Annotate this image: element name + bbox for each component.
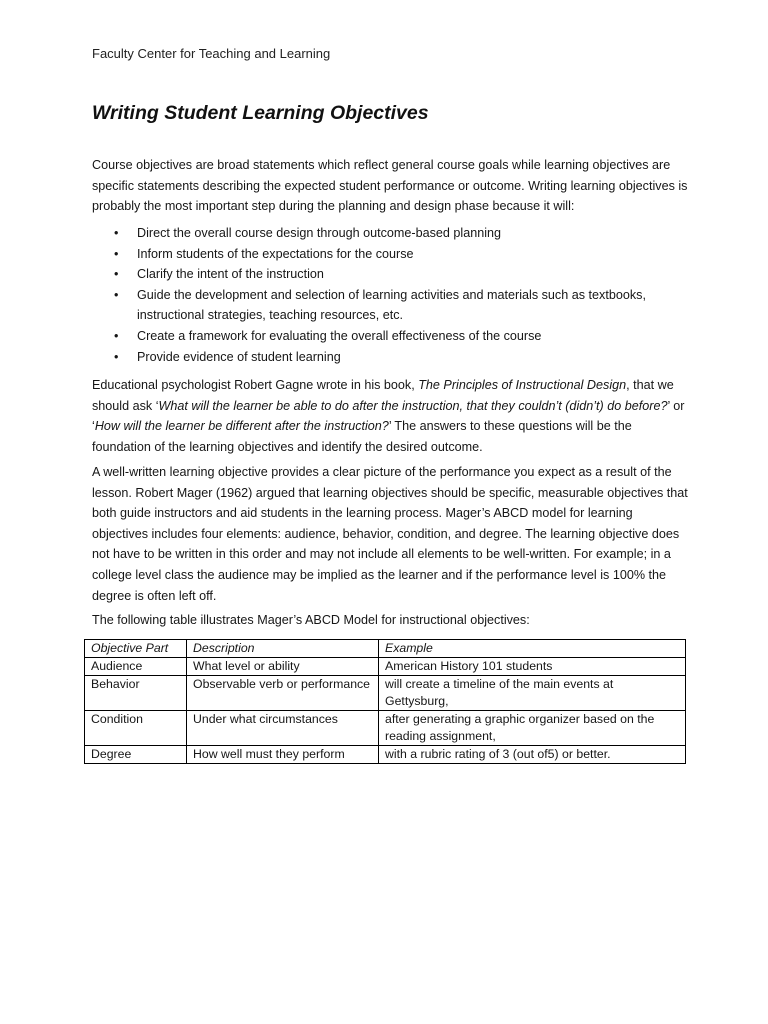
column-header-objective-part: Objective Part	[85, 640, 187, 658]
table-cell: Observable verb or performance	[187, 676, 379, 711]
mager-paragraph	[92, 462, 688, 606]
bullet-text: Clarify the intent of the instruction	[137, 267, 324, 282]
table-cell: How well must they perform	[187, 746, 379, 764]
table-intro-text: The following table illustrates Mager’s ABCD Model for instructional objectives:	[92, 613, 530, 627]
bullet-icon: •	[114, 226, 119, 240]
table-row	[85, 676, 686, 711]
gagne-text-part2: , that we should ask ‘	[92, 378, 674, 413]
table-cell: with a rubric rating of 3 (out of5) or better.	[379, 746, 686, 764]
table-cell: Degree	[85, 746, 187, 764]
book-title: The Principles of Instructional Design	[418, 378, 627, 392]
question-two: How will the learner be different after the instruction?	[94, 419, 389, 434]
bullet-item	[92, 223, 688, 244]
table-cell: What level or ability	[187, 658, 379, 676]
gagne-text	[92, 375, 688, 457]
gagne-text-part4: ’ The answers to these questions will be the foundation of the learning objectives and identify the desired outcome.	[92, 419, 632, 454]
column-header-description: Description	[187, 640, 379, 658]
abcd-model-table	[84, 639, 686, 764]
page-title: Writing Student Learning Objectives	[92, 102, 429, 124]
gagne-text-part3: ’ or ‘	[92, 398, 685, 434]
mager-text: A well-written learning objective provides a clear picture of the performance you expect as a result of the lesson. Robert Mager (1962) argued that learning objectives should be specific, measurable objectives that both guide instructors and aid students in the learning process. Mager’s ABCD model for learning objectives includes four elements: audience, behavior, condition, and degree. The learning objective does not have to be written in this order and may not include all elements to be well-written. For example; in a college level class the audience may be implied as the learner and if the performance level is 100% the degree is often left off.	[92, 465, 688, 603]
table-cell: after generating a graphic organizer based on the reading assignment,	[379, 711, 686, 746]
table-row	[85, 746, 686, 764]
bullet-icon: •	[114, 287, 119, 302]
table-header-row	[85, 640, 686, 658]
bullet-text: Inform students of the expectations for the course	[137, 246, 414, 261]
table-cell: Behavior	[85, 676, 187, 711]
bullet-icon: •	[114, 349, 119, 364]
table-cell: Under what circumstances	[187, 711, 379, 746]
bullet-text: Provide evidence of student learning	[137, 349, 341, 364]
bullet-icon: •	[114, 267, 119, 282]
table-cell: Condition	[85, 711, 187, 746]
gagne-paragraph	[92, 375, 688, 457]
bullet-icon: •	[114, 246, 119, 261]
bullet-item	[92, 285, 688, 326]
bullet-item	[92, 347, 688, 368]
objectives-bullet-list	[92, 223, 688, 367]
bullet-item	[92, 326, 688, 347]
table-row	[85, 658, 686, 676]
bullet-text: Direct the overall course design through outcome-based planning	[137, 226, 502, 240]
column-header-example: Example	[379, 640, 686, 658]
bullet-icon: •	[114, 328, 119, 343]
table-row	[85, 711, 686, 746]
table-cell: will create a timeline of the main events at Gettysburg,	[379, 676, 686, 711]
table-cell: American History 101 students	[379, 658, 686, 676]
intro-text: Course objectives are broad statements which reflect general course goals while learning objectives are specific statements describing the expected student performance or outcome. Writing learning objectives is probably the most important step during the planning and design phase because it will:	[92, 158, 688, 214]
table-intro-paragraph	[92, 610, 688, 631]
bullet-text: Guide the development and selection of learning activities and materials such as textbooks, instructional strategies, teaching resources, etc.	[137, 287, 646, 323]
bullet-item	[92, 244, 688, 265]
question-one: What will the learner be able to do after the instruction, that they couldn’t (didn’t) do before?	[158, 398, 668, 413]
gagne-text-part1: Educational psychologist Robert Gagne wrote in his book,	[92, 378, 419, 392]
bullet-text: Create a framework for evaluating the overall effectiveness of the course	[137, 328, 542, 343]
bullet-item	[92, 264, 688, 285]
intro-paragraph	[92, 155, 688, 217]
page-header: Faculty Center for Teaching and Learning	[92, 46, 331, 61]
table-cell: Audience	[85, 658, 187, 676]
